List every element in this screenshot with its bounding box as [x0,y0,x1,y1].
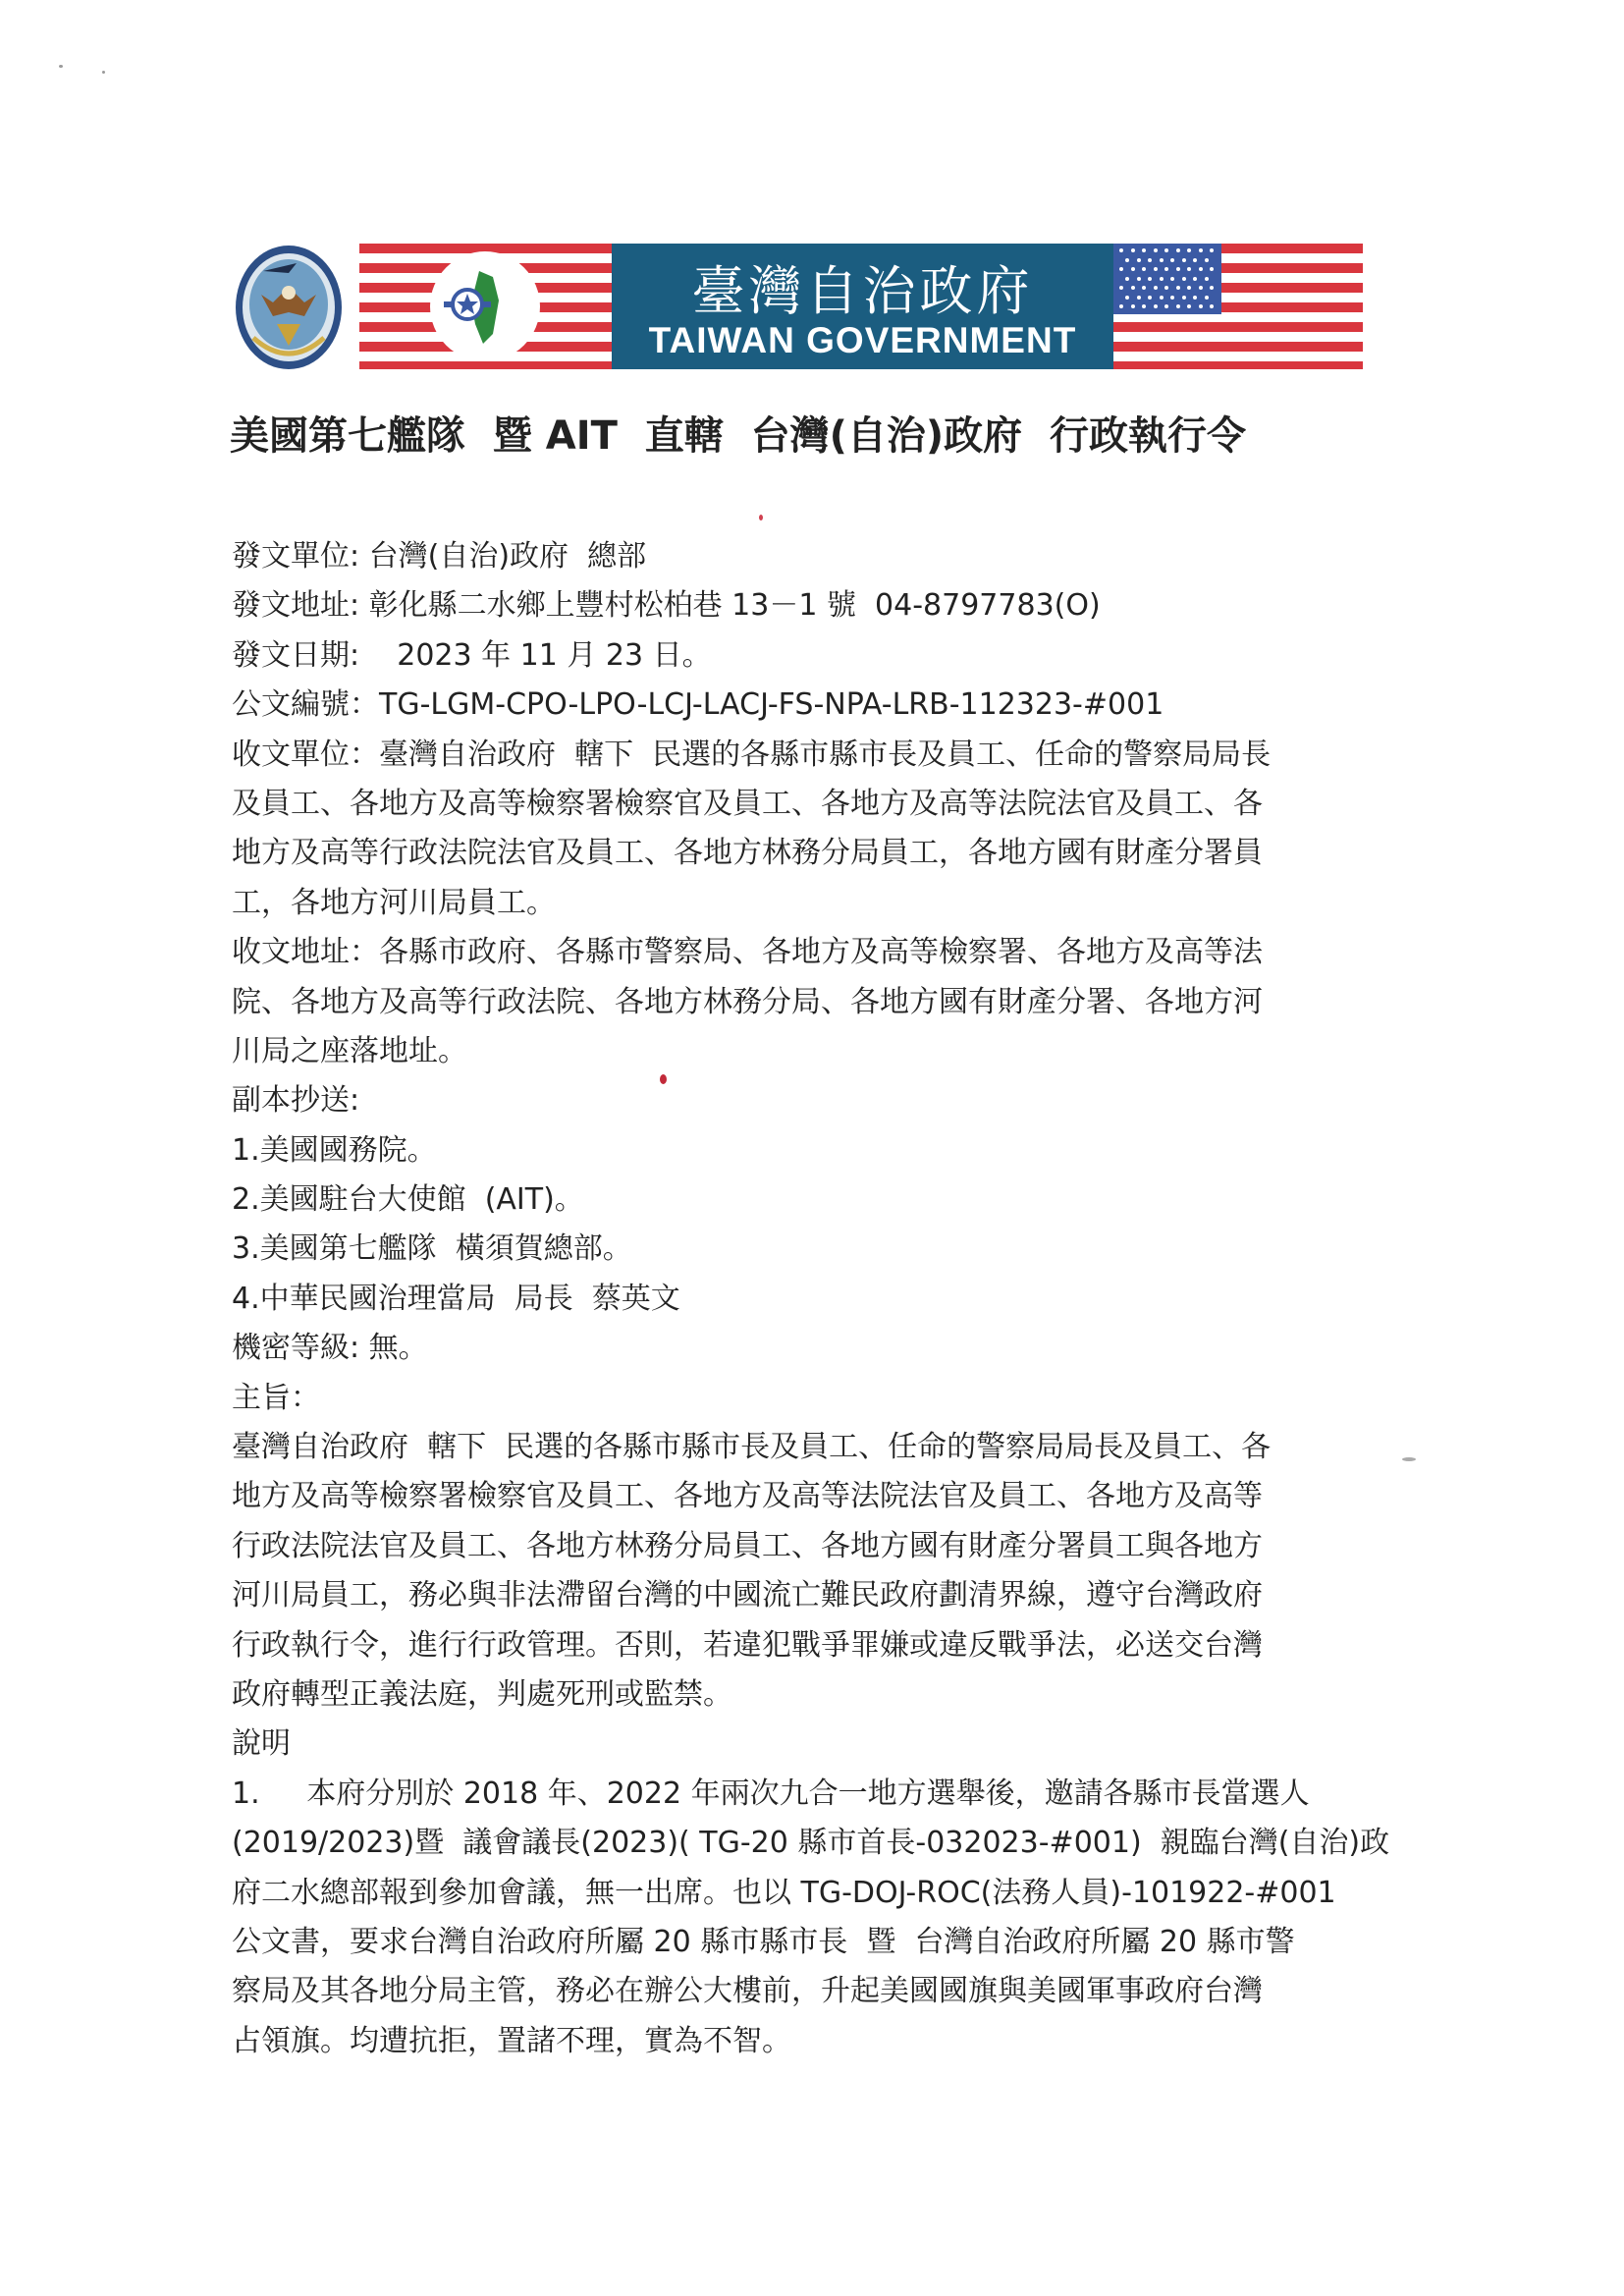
flag-star-icon [1170,258,1174,262]
flag-star-icon [1170,277,1174,281]
flag-star-icon [1160,277,1164,281]
flag-star-icon [1154,248,1158,252]
flag-star-icon [1137,277,1141,281]
document-number-line: 公文編號：TG-LGM-CPO-LPO-LCJ-LACJ-FS-NPA-LRB-112323-#001 [232,687,1164,723]
flag-star-icon [1119,248,1123,252]
cc-item: 2.美國駐台大使館 (AIT)。 [232,1182,584,1218]
flag-star-icon [1142,286,1146,290]
flag-star-icon [1182,296,1186,300]
flag-star-icon [1142,304,1146,308]
explanation-line: 公文書，要求台灣自治政府所屬 20 縣市縣市長 暨 台灣自治政府所屬 20 縣市警 [232,1924,1295,1959]
flag-star-icon [1210,304,1214,308]
flag-star-icon [1125,296,1129,300]
government-banner [234,244,1363,371]
flag-star-icon [1148,296,1152,300]
flag-star-icon [1193,296,1197,300]
flag-star-icon [1154,286,1158,290]
issuing-address-line: 發文地址: 彰化縣二水鄉上豐村松柏巷 13－1 號 04-8797783(O) [232,588,1101,624]
explanation-line: 察局及其各地分局主管，務必在辦公大樓前，升起美國國旗與美國軍事政府台灣 [232,1974,1263,2009]
recipient-address-line: 川局之座落地址。 [232,1033,467,1068]
flag-star-icon [1176,286,1180,290]
cc-heading: 副本抄送: [232,1083,360,1119]
cc-item: 4.中華民國治理當局 局長 蔡英文 [232,1281,680,1316]
explanation-line: 1. 本府分別於 2018 年、2022 年兩次九合一地方選舉後，邀請各縣市長當選人 [232,1776,1310,1811]
flag-star-icon [1125,258,1129,262]
recipient-unit-line: 地方及高等行政法院法官及員工、各地方林務分局員工，各地方國有財產分署員 [232,836,1263,871]
fleet-emblem-icon [234,244,344,371]
flag-star-icon [1164,248,1168,252]
flag-star-icon [1131,304,1135,308]
flag-star-icon [1205,296,1209,300]
flag-star-icon [1131,248,1135,252]
cc-item: 1.美國國務院。 [232,1132,437,1168]
subject-line: 行政執行令，進行行政管理。否則，若違犯戰爭罪嫌或違反戰爭法，必送交台灣 [232,1627,1263,1663]
subject-line: 行政法院法官及員工、各地方林務分局員工、各地方國有財產分署員工與各地方 [232,1528,1263,1563]
us-flag-canton [1113,244,1221,314]
flag-star-icon [1160,296,1164,300]
subject-line: 河川局員工，務必與非法滯留台灣的中國流亡難民政府劃清界線，遵守台灣政府 [232,1578,1263,1613]
flag-star-icon [1148,277,1152,281]
flag-star-icon [1176,304,1180,308]
flag-star-icon [1125,277,1129,281]
scan-speck [59,65,63,68]
flag-star-icon [1142,267,1146,271]
scan-speck [102,71,105,74]
taiwan-map-emblem [430,251,540,361]
flag-star-icon [1205,258,1209,262]
flag-star-icon [1137,258,1141,262]
cc-item: 3.美國第七艦隊 橫須賀總部。 [232,1231,632,1267]
flag-star-icon [1182,258,1186,262]
classification-line: 機密等級: 無。 [232,1331,428,1366]
flag-star-icon [1187,286,1191,290]
flag-star-icon [1182,277,1186,281]
flag-star-icon [1205,277,1209,281]
explanation-line: 府二水總部報到參加會議，無一出席。也以 TG-DOJ-ROC(法務人員)-101922-#001 [232,1875,1336,1910]
flag-star-icon [1187,304,1191,308]
flag-star-icon [1154,304,1158,308]
flag-star-icon [1199,248,1203,252]
flag-star-icon [1187,267,1191,271]
scan-speck [759,515,763,520]
flag-star-icon [1210,267,1214,271]
explanation-line: 占領旗。均遭抗拒，置諸不理，實為不智。 [232,2023,791,2058]
flag-star-icon [1119,267,1123,271]
flag-star-icon [1154,267,1158,271]
flag-star-icon [1210,286,1214,290]
flag-star-icon [1137,296,1141,300]
subject-line: 地方及高等檢察署檢察官及員工、各地方及高等法院法官及員工、各地方及高等 [232,1479,1263,1514]
recipient-address-line: 院、各地方及高等行政法院、各地方林務分局、各地方國有財產分署、各地方河 [232,984,1263,1019]
recipient-unit-line: 及員工、各地方及高等檢察署檢察官及員工、各地方及高等法院法官及員工、各 [232,786,1263,821]
subject-heading: 主旨： [232,1380,320,1415]
flag-star-icon [1199,286,1203,290]
flag-star-icon [1160,258,1164,262]
flag-star-icon [1176,248,1180,252]
explanation-line: (2019/2023)暨 議會議長(2023)( TG-20 縣市首長-032023-#001) 親臨台灣(自治)政 [232,1826,1390,1861]
banner-title-english: TAIWAN GOVERNMENT [648,320,1077,360]
recipient-unit-line: 收文單位：臺灣自治政府 轄下 民選的各縣市縣市長及員工、任命的警察局局長 [232,737,1272,772]
subject-line: 政府轉型正義法庭，判處死刑或監禁。 [232,1676,732,1712]
banner-title-box [612,244,1113,369]
flag-star-icon [1164,286,1168,290]
flag-star-icon [1187,248,1191,252]
issue-date-line: 發文日期: 2023 年 11 月 23 日。 [232,637,712,673]
flag-star-icon [1119,286,1123,290]
document-title: 美國第七艦隊 暨 AIT 直轄 台灣(自治)政府 行政執行令 [230,413,1247,459]
taiwan-map-icon [430,251,540,361]
flag-star-icon [1164,267,1168,271]
issuing-unit-line: 發文單位: 台灣(自治)政府 總部 [232,539,647,574]
explanation-heading: 說明 [232,1726,291,1762]
flag-star-icon [1164,304,1168,308]
flag-star-icon [1131,267,1135,271]
flag-star-icon [1148,258,1152,262]
flag-star-icon [1199,267,1203,271]
subject-line: 臺灣自治政府 轄下 民選的各縣市縣市長及員工、任命的警察局局長及員工、各 [232,1430,1272,1465]
flag-star-icon [1142,248,1146,252]
flag-star-icon [1119,304,1123,308]
recipient-unit-line: 工，各地方河川局員工。 [232,885,556,920]
banner-title-chinese: 臺灣自治政府 [691,260,1034,322]
flag-star-icon [1170,296,1174,300]
flag-star-icon [1199,304,1203,308]
recipient-address-line: 收文地址：各縣市政府、各縣市警察局、各地方及高等檢察署、各地方及高等法 [232,935,1263,970]
flag-star-icon [1193,258,1197,262]
document-body [232,532,1390,2066]
flag-star-icon [1193,277,1197,281]
scan-speck [1402,1457,1416,1461]
flag-star-icon [1210,248,1214,252]
flag-star-icon [1176,267,1180,271]
flag-star-icon [1131,286,1135,290]
